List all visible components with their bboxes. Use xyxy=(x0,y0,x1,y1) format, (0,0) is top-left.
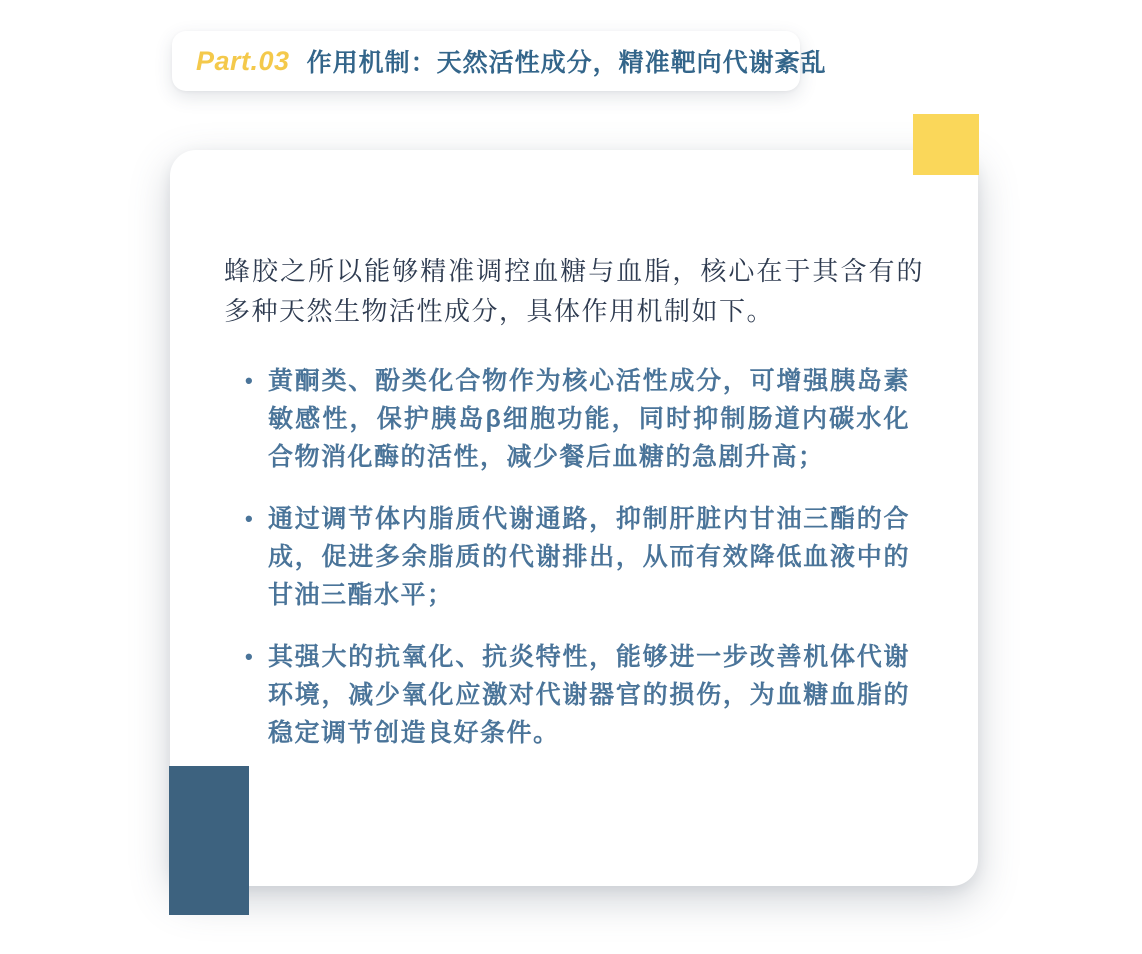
list-item xyxy=(245,500,926,614)
bullet-dot-icon: • xyxy=(245,506,253,531)
list-item xyxy=(245,362,926,476)
card-content xyxy=(170,150,978,752)
list-item xyxy=(245,638,926,752)
section-title: 作用机制：天然活性成分，精准靶向代谢紊乱 xyxy=(306,49,827,77)
content-card xyxy=(170,150,978,886)
bullet-text: 通过调节体内脂质代谢通路，抑制肝脏内甘油三酯的合成，促进多余脂质的代谢排出，从而有效降低血液中的甘油三酯水平； xyxy=(268,505,910,609)
bullet-text: 其强大的抗氧化、抗炎特性，能够进一步改善机体代谢环境，减少氧化应激对代谢器官的损伤，为血糖血脂的稳定调节创造良好条件。 xyxy=(268,643,910,747)
bullet-dot-icon: • xyxy=(245,644,253,669)
blue-rect-decoration xyxy=(169,766,249,915)
bullet-text: 黄酮类、酚类化合物作为核心活性成分，可增强胰岛素敏感性，保护胰岛β细胞功能，同时抑制肠道内碳水化合物消化酶的活性，减少餐后血糖的急剧升高； xyxy=(268,367,910,471)
section-header-badge xyxy=(172,31,827,91)
bullet-list xyxy=(245,362,926,752)
bullet-dot-icon: • xyxy=(245,368,253,393)
intro-paragraph: 蜂胶之所以能够精准调控血糖与血脂，核心在于其含有的多种天然生物活性成分，具体作用机制如下。 xyxy=(224,256,924,326)
yellow-square-decoration xyxy=(913,114,979,175)
part-number-label: Part.03 xyxy=(196,45,290,76)
